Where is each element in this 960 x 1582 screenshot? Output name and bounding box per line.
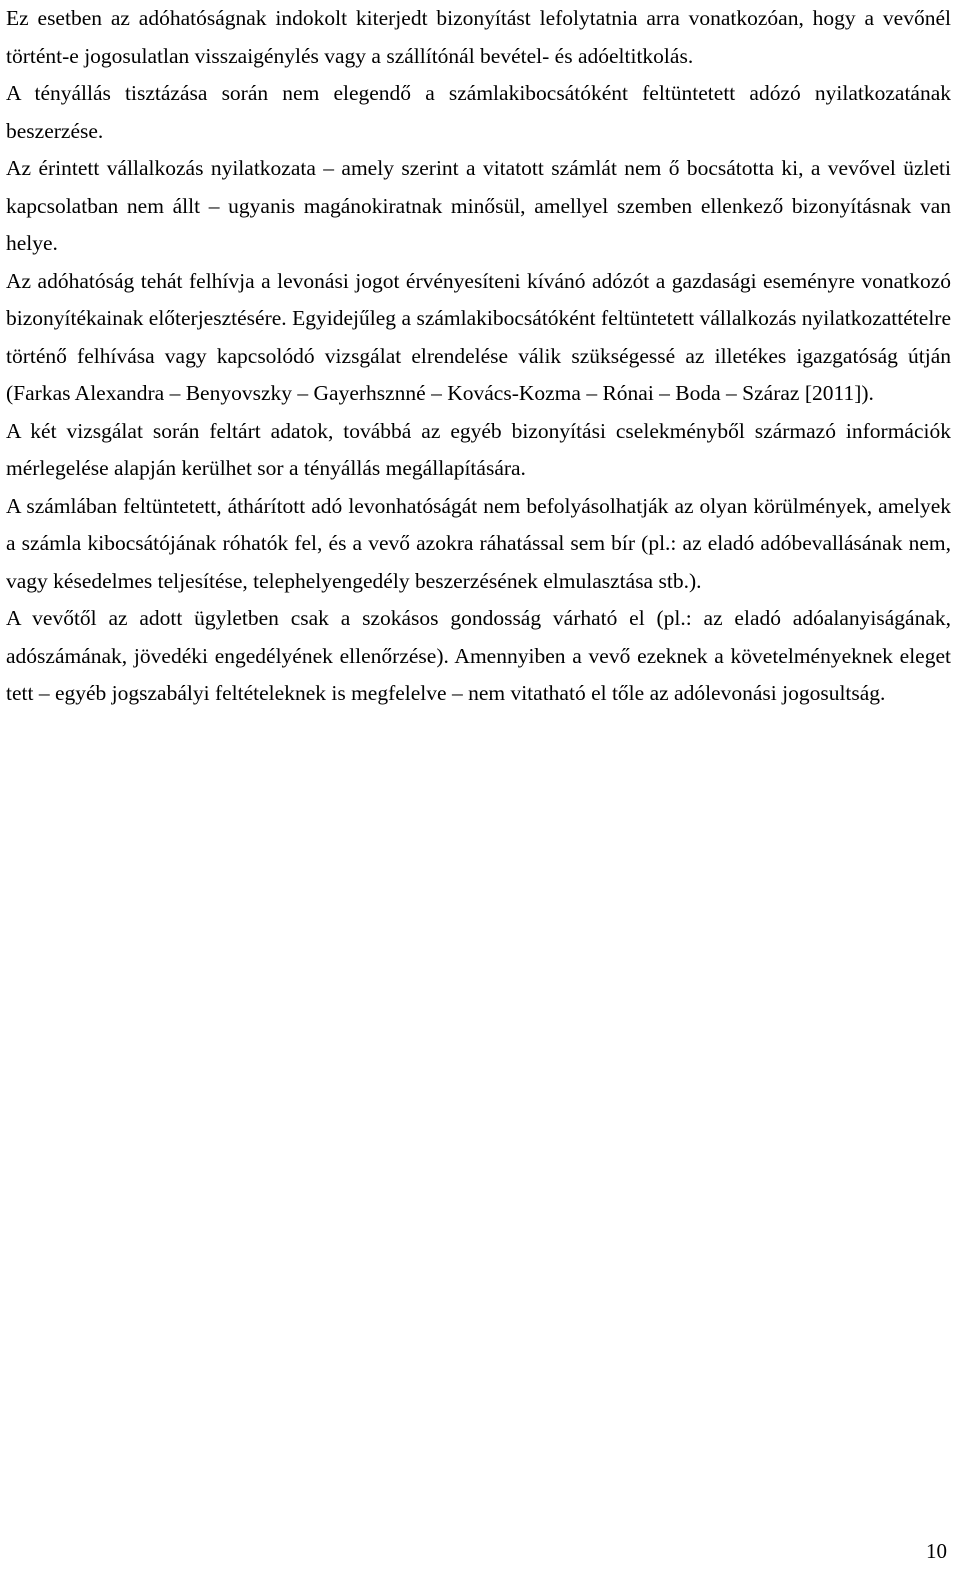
paragraph-5: A két vizsgálat során feltárt adatok, továbbá az egyéb bizonyítási cselekményből származó információk mérlegelése alapján kerülhet sor a tényállás megállapítására. xyxy=(6,418,951,480)
document-page xyxy=(6,0,951,713)
paragraph-2: A tényállás tisztázása során nem elegendő a számlakibocsátóként feltüntetett adózó nyilatkozatának beszerzése. xyxy=(6,81,951,143)
paragraph-6: A számlában feltüntetett, áthárított adó levonhatóságát nem befolyásolhatják az olyan körülmények, amelyek a számla kibocsátójának róhatók fel, és a vevő azokra ráhatással sem bír (pl.: az eladó adóbevallásának nem, vagy késedelmes teljesítése, telephelyengedély beszerzésének elmulasztása stb.). xyxy=(6,493,951,593)
paragraph-7: A vevőtől az adott ügyletben csak a szokásos gondosság várható el (pl.: az eladó adóalanyiságának, adószámának, jövedéki engedélyének ellenőrzése). Amennyiben a vevő ezeknek a követelményeknek eleget tett – egyéb jogszabályi feltételeknek is megfelelve – nem vitatható el tőle az adólevonási jogosultság. xyxy=(6,606,951,705)
paragraph-3: Az érintett vállalkozás nyilatkozata – amely szerint a vitatott számlát nem ő bocsátotta ki, a vevővel üzleti kapcsolatban nem állt – ugyanis magánokiratnak minősül, amellyel szemben ellenkező bizonyításnak van helye. xyxy=(6,156,951,255)
paragraph-4: Az adóhatóság tehát felhívja a levonási jogot érvényesíteni kívánó adózót a gazdasági eseményre vonatkozó bizonyítékainak előterjesztésére. Egyidejűleg a számlakibocsátóként feltüntetett vállalkozás nyilatkozattételre történő felhívása vagy kapcsolódó vizsgálat elrendelése válik szükségessé az illetékes igazgatóság útján (Farkas Alexandra – Benyovszky – Gayerhsznné – Kovács-Kozma – Rónai – Boda – Száraz [2011]). xyxy=(6,268,951,405)
paragraph-1: Ez esetben az adóhatóságnak indokolt kiterjedt bizonyítást lefolytatnia arra vonatkozóan, hogy a vevőnél történt-e jogosulatlan visszaigénylés vagy a szállítónál bevétel- és adóeltitkolás. xyxy=(6,6,951,68)
page-number: 10 xyxy=(926,1539,947,1563)
